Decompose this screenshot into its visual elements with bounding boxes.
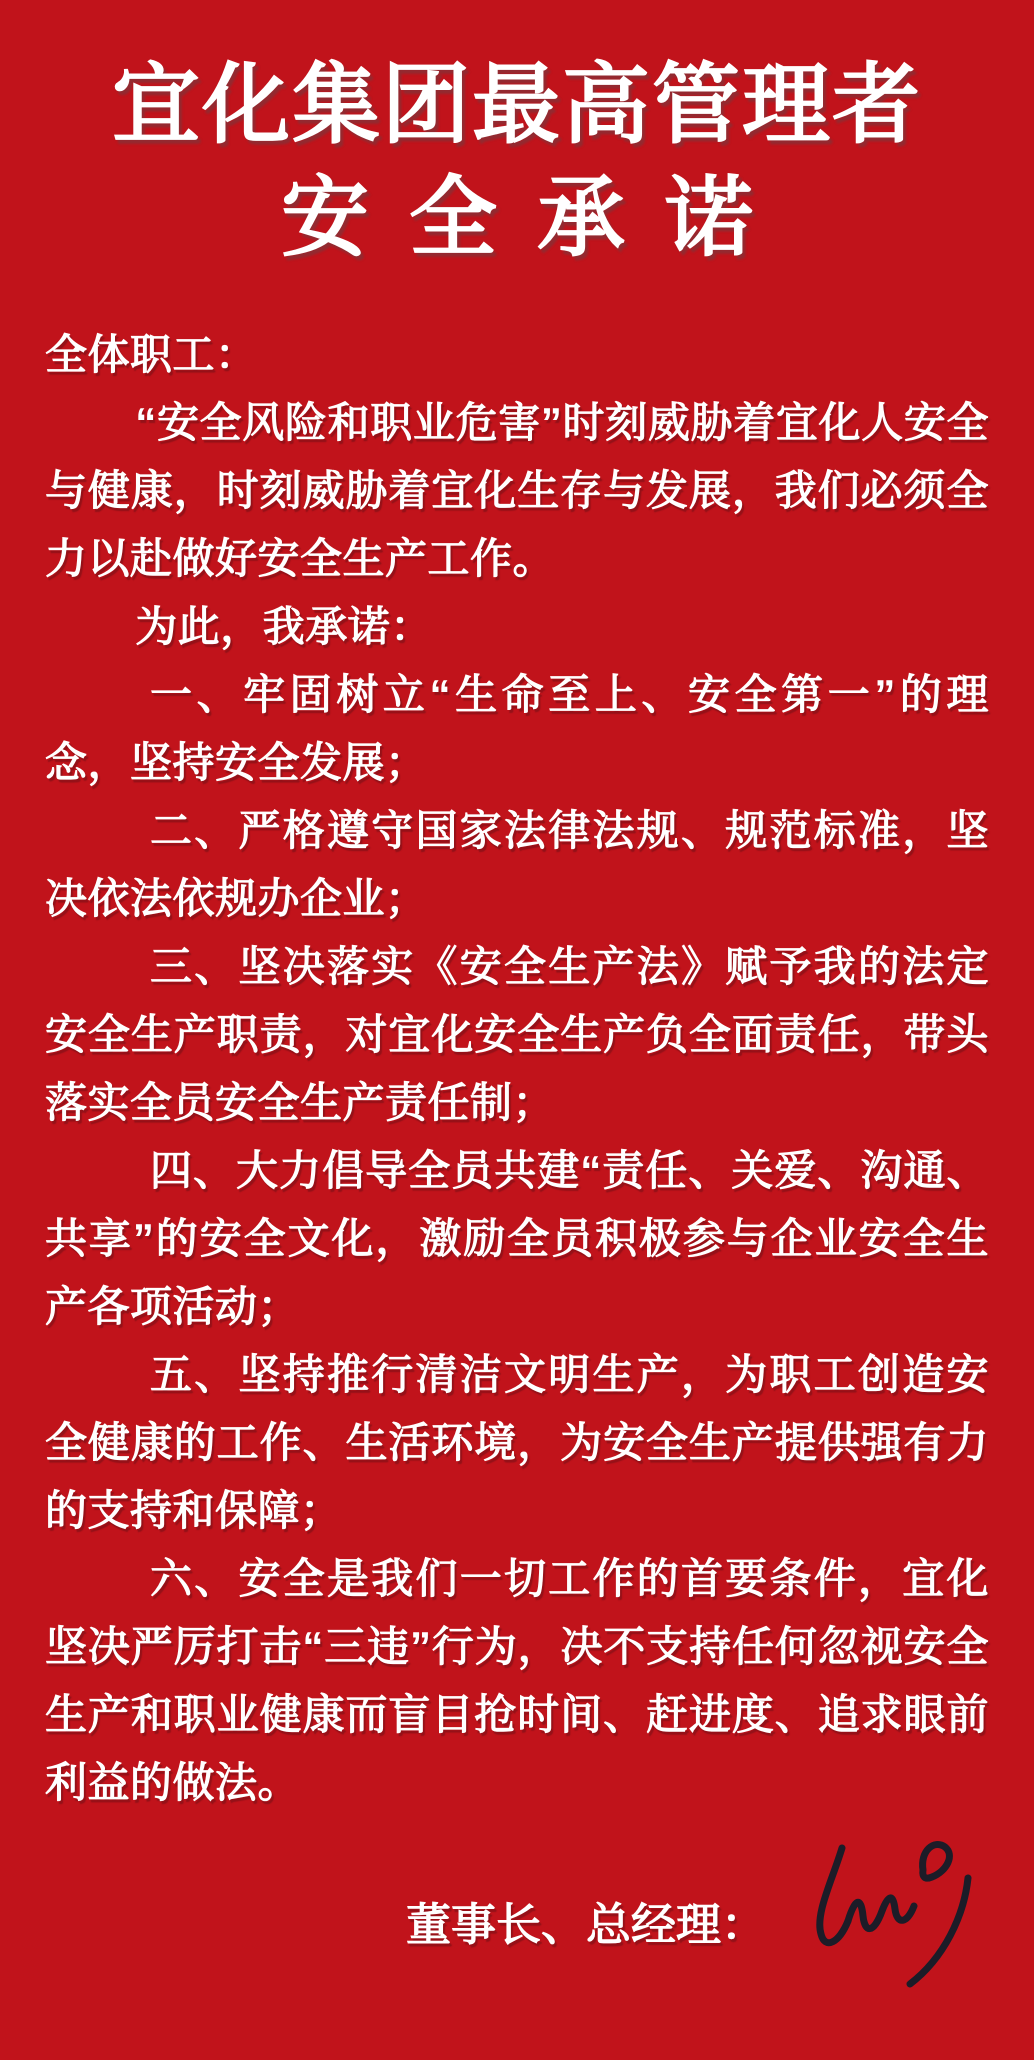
paragraph: 为此，我承诺： [135,603,433,650]
commitment-body [0,321,1034,1817]
signature-label: 董事长、总经理： [405,1898,766,1950]
paragraph: 六、安全是我们一切工作的首要条件，宜化坚决严厉打击“三违”行为，决不支持任何忽视安全生产和职业健康而盲目抢时间、赶进度、追求眼前利益的做法。 [45,1555,989,1806]
salutation: 全体职工： [45,331,258,378]
paragraph: 三、坚决落实《安全生产法》赋予我的法定安全生产职责，对宜化安全生产负全面责任，带头落实全员安全生产责任制； [45,943,989,1126]
handwritten-signature-icon [782,1826,992,2001]
paragraph: 五、坚持推行清洁文明生产，为职工创造安全健康的工作、生活环境，为安全生产提供强有力的支持和保障； [45,1351,989,1534]
paragraph: “安全风险和职业危害”时刻威胁着宜化人安全与健康，时刻威胁着宜化生存与发展，我们必须全力以赴做好安全生产工作。 [45,399,989,582]
paragraph: 二、严格遵守国家法律法规、规范标准，坚决依法依规办企业； [45,807,989,922]
paragraph: 四、大力倡导全员共建“责任、关爱、沟通、共享”的安全文化，激励全员积极参与企业安全生产各项活动； [45,1147,989,1330]
poster-paragraphs [45,389,989,1817]
paragraph: 一、牢固树立“生命至上、安全第一”的理念，坚持安全发展； [45,671,989,786]
poster-title [0,0,1034,276]
poster-title-line1: 宜化集团最高管理者 [111,58,922,155]
poster-title-line2: 安全承诺 [280,171,793,268]
signature-row [0,1825,1034,2015]
